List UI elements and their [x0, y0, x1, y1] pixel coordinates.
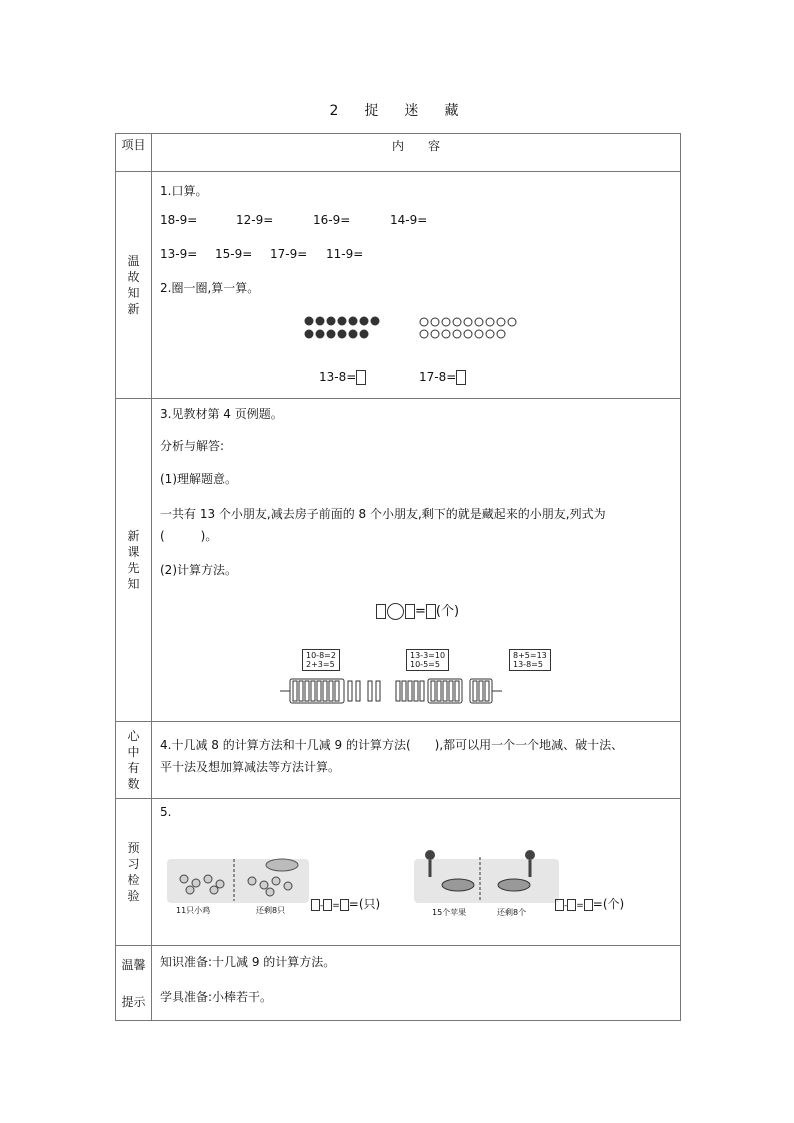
chicks-picture [172, 857, 312, 907]
apples-picture [414, 839, 559, 905]
method3-line2: 13-8=5 [513, 660, 543, 669]
eq-left-text: 13-8= [319, 370, 357, 384]
header-item-cell [116, 134, 152, 172]
chicks-caption-2: 还剩8只 [256, 906, 286, 915]
step2-label: (2)计算方法。 [160, 563, 237, 577]
mind-line2: 平十法及想加算减法等方法计算。 [160, 760, 341, 774]
new-label-1: 新 [127, 529, 140, 543]
check-label-1: 预 [127, 841, 140, 855]
check-content-cell [152, 799, 681, 946]
calc-4: 14-9= [390, 213, 428, 227]
review-content-cell [152, 172, 681, 399]
tips-line2: 学具准备:小棒若干。 [160, 990, 273, 1004]
calc-1: 18-9= [160, 213, 198, 227]
blank-box-2[interactable] [405, 604, 415, 619]
check-label-cell [116, 799, 152, 946]
mind-label-1: 心 [127, 729, 140, 743]
eq-right-text: 17-8= [419, 370, 457, 384]
review-label-4: 新 [127, 302, 140, 316]
circle-eq-left [319, 370, 366, 385]
review-label-2: 故 [127, 270, 140, 284]
mind-line1: 4.十几减 8 的计算方法和十几减 9 的计算方法( ),都可以用一个一个地减、破十法、 [160, 738, 624, 752]
step1-label: (1)理解题意。 [160, 472, 237, 486]
method1-box [302, 649, 340, 671]
calc-6: 15-9= [215, 247, 253, 261]
review-label-cell [116, 172, 152, 399]
check-label-4: 验 [127, 889, 140, 903]
blank-box-1[interactable] [376, 604, 386, 619]
apples-box-3[interactable] [584, 899, 593, 911]
q1-title: 1.口算。 [160, 184, 208, 198]
apples-box-2[interactable] [567, 899, 576, 911]
method-unit: (个) [435, 604, 460, 619]
tips-label-1: 温馨 [121, 957, 146, 972]
check-label-3: 检 [127, 873, 140, 887]
apples-answer: - = =(个) [555, 895, 624, 912]
circle-eq-right [419, 370, 466, 385]
operator-circle[interactable] [387, 603, 404, 620]
method3-box [509, 649, 551, 671]
tips-label-2: 提示 [121, 994, 146, 1009]
calc-7: 17-9= [270, 247, 308, 261]
dark-balls-picture [302, 315, 392, 341]
method-equation: = (个) [376, 600, 459, 620]
review-label-1: 温 [127, 254, 140, 268]
method2-box [406, 649, 449, 671]
apples-caption-2: 还剩8个 [497, 908, 527, 917]
method1-line2: 2+3=5 [306, 660, 335, 669]
calc-2: 12-9= [236, 213, 274, 227]
q2-title: 2.圈一圈,算一算。 [160, 281, 260, 295]
check-label-2: 习 [127, 857, 140, 871]
analysis-label: 分析与解答: [160, 439, 225, 453]
page-title: 2 捉 迷 藏 [329, 103, 465, 119]
tips-label-cell [116, 946, 152, 1021]
method2-line1: 13-3=10 [410, 651, 446, 660]
calc-8: 11-9= [326, 247, 364, 261]
tips-line1: 知识准备:十几减 9 的计算方法。 [160, 955, 336, 969]
header-content-cell [152, 134, 681, 172]
mind-label-cell [116, 722, 152, 799]
calc-3: 16-9= [313, 213, 351, 227]
step1-blank: ( )。 [160, 529, 218, 543]
new-label-3: 先 [127, 561, 140, 575]
mind-label-3: 有 [127, 761, 140, 775]
review-label-3: 知 [127, 286, 140, 300]
header-item-label: 项目 [121, 138, 146, 152]
answer-box-right[interactable] [456, 370, 466, 385]
new-label-cell [116, 399, 152, 722]
chicks-caption-1: 11只小鸡 [176, 906, 211, 915]
method1-line1: 10-8=2 [306, 651, 336, 660]
new-label-2: 课 [127, 545, 140, 559]
content-table [115, 133, 681, 1021]
chicks-box-2[interactable] [323, 899, 332, 911]
fruit-picture [418, 315, 528, 341]
chicks-unit: =(只) [348, 897, 381, 911]
calc-5: 13-9= [160, 247, 198, 261]
new-content-cell [152, 399, 681, 722]
step1-text: 一共有 13 个小朋友,减去房子前面的 8 个小朋友,剩下的就是藏起来的小朋友,列式为 [160, 507, 606, 521]
apples-caption-1: 15个苹果 [432, 908, 467, 917]
apples-box-1[interactable] [555, 899, 564, 911]
method2-line2: 10-5=5 [410, 660, 440, 669]
mind-label-4: 数 [127, 777, 140, 791]
mind-label-2: 中 [127, 745, 140, 759]
tips-content-cell [152, 946, 681, 1021]
sticks-picture [280, 675, 540, 707]
blank-box-3[interactable] [426, 604, 436, 619]
new-label-4: 知 [127, 577, 140, 591]
method3-line1: 8+5=13 [513, 651, 547, 660]
apples-unit: =(个) [592, 897, 625, 911]
chicks-box-1[interactable] [311, 899, 320, 911]
q5-label: 5. [160, 805, 172, 819]
answer-box-left[interactable] [356, 370, 366, 385]
header-content-label: 内 容 [391, 139, 440, 153]
q3-title: 3.见教材第 4 页例题。 [160, 407, 283, 421]
chicks-answer: - = =(只) [311, 895, 380, 912]
mind-content-cell [152, 722, 681, 799]
chicks-box-3[interactable] [340, 899, 349, 911]
